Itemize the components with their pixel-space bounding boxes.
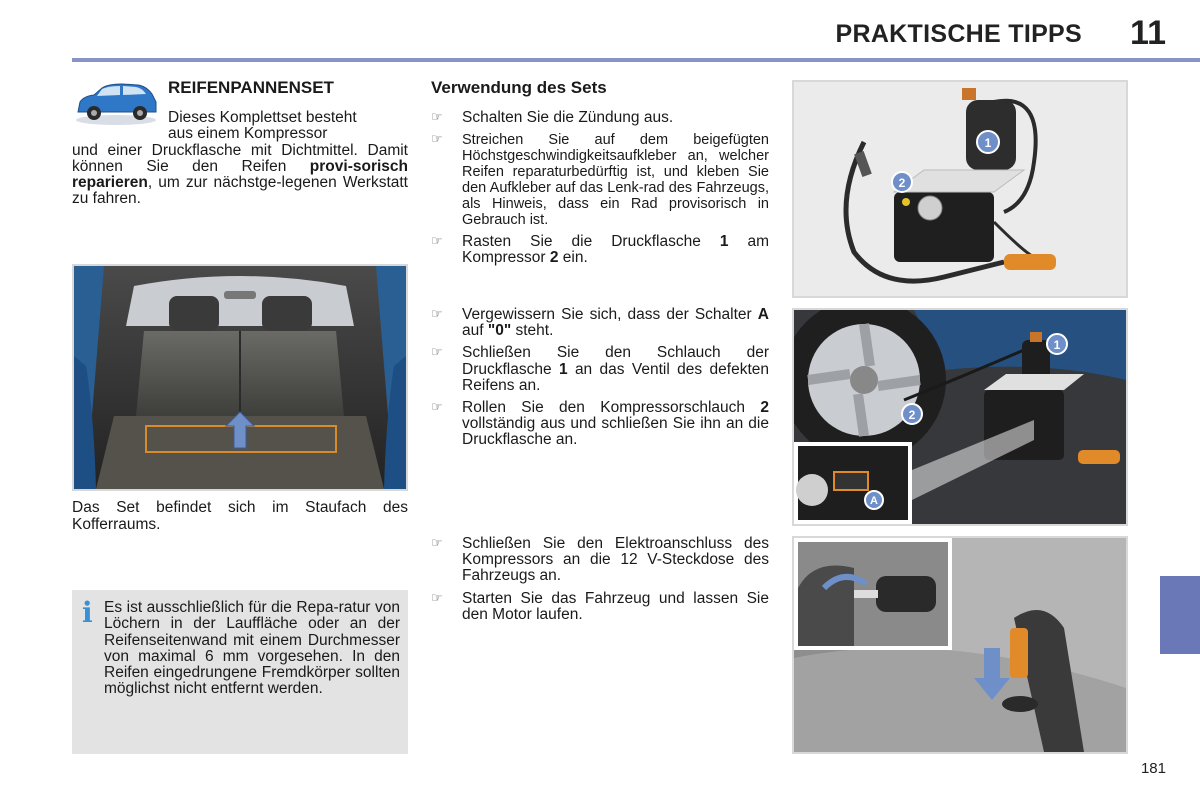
intro-bold: provi-sorisch reparieren xyxy=(72,157,408,192)
pointing-hand-icon: ☞ xyxy=(431,400,443,416)
bullet-text: auf xyxy=(462,322,488,340)
bullet-bold: "0" xyxy=(487,322,512,340)
power-socket-illustration xyxy=(792,536,1128,754)
callout-label-a: A xyxy=(870,495,878,507)
bullet-text: Schalten Sie die Zündung aus. xyxy=(462,109,674,126)
callout-label-2: 2 xyxy=(898,176,906,190)
pointing-hand-icon: ☞ xyxy=(431,536,443,551)
bullet-group-2 xyxy=(431,307,769,455)
page-header-title: PRAKTISCHE TIPPS xyxy=(835,20,1082,48)
pointing-hand-icon: ☞ xyxy=(431,110,443,125)
bullet-item xyxy=(431,110,769,126)
tyre-connection-illustration xyxy=(792,308,1128,526)
bullet-text: Vergewissern Sie sich, dass der Schalter xyxy=(462,306,758,323)
bullet-bold: 2 xyxy=(549,249,559,267)
trunk-illustration xyxy=(72,264,408,491)
bullet-text: Rasten Sie die Druckflasche xyxy=(462,233,720,251)
compressor-kit-illustration xyxy=(792,80,1128,298)
bullet-group-1 xyxy=(431,110,769,273)
intro-line: Dieses Komplettset besteht xyxy=(168,109,357,126)
intro-line: aus einem Kompressor xyxy=(168,125,328,143)
pointing-hand-icon: ☞ xyxy=(431,590,443,606)
usage-title: Verwendung des Sets xyxy=(431,78,607,97)
bullet-text: Schließen Sie den Elektroanschluss des Kompressors an die 12 V-Steckdose des Fahrzeugs an. xyxy=(462,535,769,585)
bullet-item xyxy=(431,132,769,228)
intro-paragraph xyxy=(72,110,408,208)
intro-text: und einer Druckflasche mit Dichtmittel. Damit können Sie den Reifen xyxy=(72,141,408,175)
bullet-text: vollständig aus und schließen Sie ihn an die Druckflasche an. xyxy=(462,415,769,449)
section-title: REIFENPANNENSET xyxy=(168,78,334,97)
bullet-bold: 1 xyxy=(719,233,729,251)
callout-label-1: 1 xyxy=(984,136,992,150)
bullet-bold: A xyxy=(757,306,769,323)
callout-label-1: 1 xyxy=(1053,338,1061,352)
info-icon: i xyxy=(82,596,93,629)
pointing-hand-icon: ☞ xyxy=(431,234,443,250)
bullet-text: Streichen Sie auf dem beigefügten Höchstgeschwindigkeitsaufkleber an, welcher Reifen reparaturbedürftig ist, und kleben Sie den Aufkleber auf das Lenk-rad des Fahrzeugs, als Hinweis, dass ein Rad provisorisch in Gebrauch ist. xyxy=(462,132,769,229)
bullet-text: an das Ventil des defekten Reifens an. xyxy=(462,360,769,394)
pointing-hand-icon: ☞ xyxy=(431,132,443,148)
bullet-item xyxy=(431,307,769,339)
bullet-text: steht. xyxy=(511,322,554,340)
bullet-bold: 2 xyxy=(760,399,769,417)
bullet-item xyxy=(431,591,769,623)
bullet-text: Schließen Sie den Schlauch der Druckflasche xyxy=(462,344,769,378)
bullet-text: ein. xyxy=(558,249,588,267)
trunk-caption: Das Set befindet sich im Staufach des Kofferraums. xyxy=(72,499,408,533)
pointing-hand-icon: ☞ xyxy=(431,307,443,322)
bullet-item xyxy=(431,345,769,394)
bullet-item xyxy=(431,234,769,266)
bullet-text: Starten Sie das Fahrzeug und lassen Sie den Motor laufen. xyxy=(462,589,769,623)
bullet-bold: 1 xyxy=(558,360,568,378)
page-number: 181 xyxy=(1140,760,1166,777)
bullet-text: Rollen Sie den Kompressorschlauch xyxy=(462,399,761,417)
bullet-group-3 xyxy=(431,536,769,629)
info-text: Es ist ausschließlich für die Repa-ratur von Löchern in der Lauffläche oder an der Reifenseitenwand mit einem Durchmesser von maximal 6 mm vorgesehen. In den Reifen eingedrungene Fremdkörper sollten möglichst nicht entfernt werden. xyxy=(104,599,400,698)
header-rule xyxy=(72,58,1200,62)
bullet-text: am Kompressor xyxy=(462,233,769,267)
bullet-item xyxy=(431,536,769,585)
pointing-hand-icon: ☞ xyxy=(431,345,443,361)
chapter-side-tab xyxy=(1160,576,1200,654)
intro-text: , um zur nächstge-legenen Werkstatt zu fahren. xyxy=(72,174,408,208)
chapter-number: 11 xyxy=(1130,14,1166,52)
callout-label-2: 2 xyxy=(908,408,916,422)
bullet-item xyxy=(431,400,769,449)
